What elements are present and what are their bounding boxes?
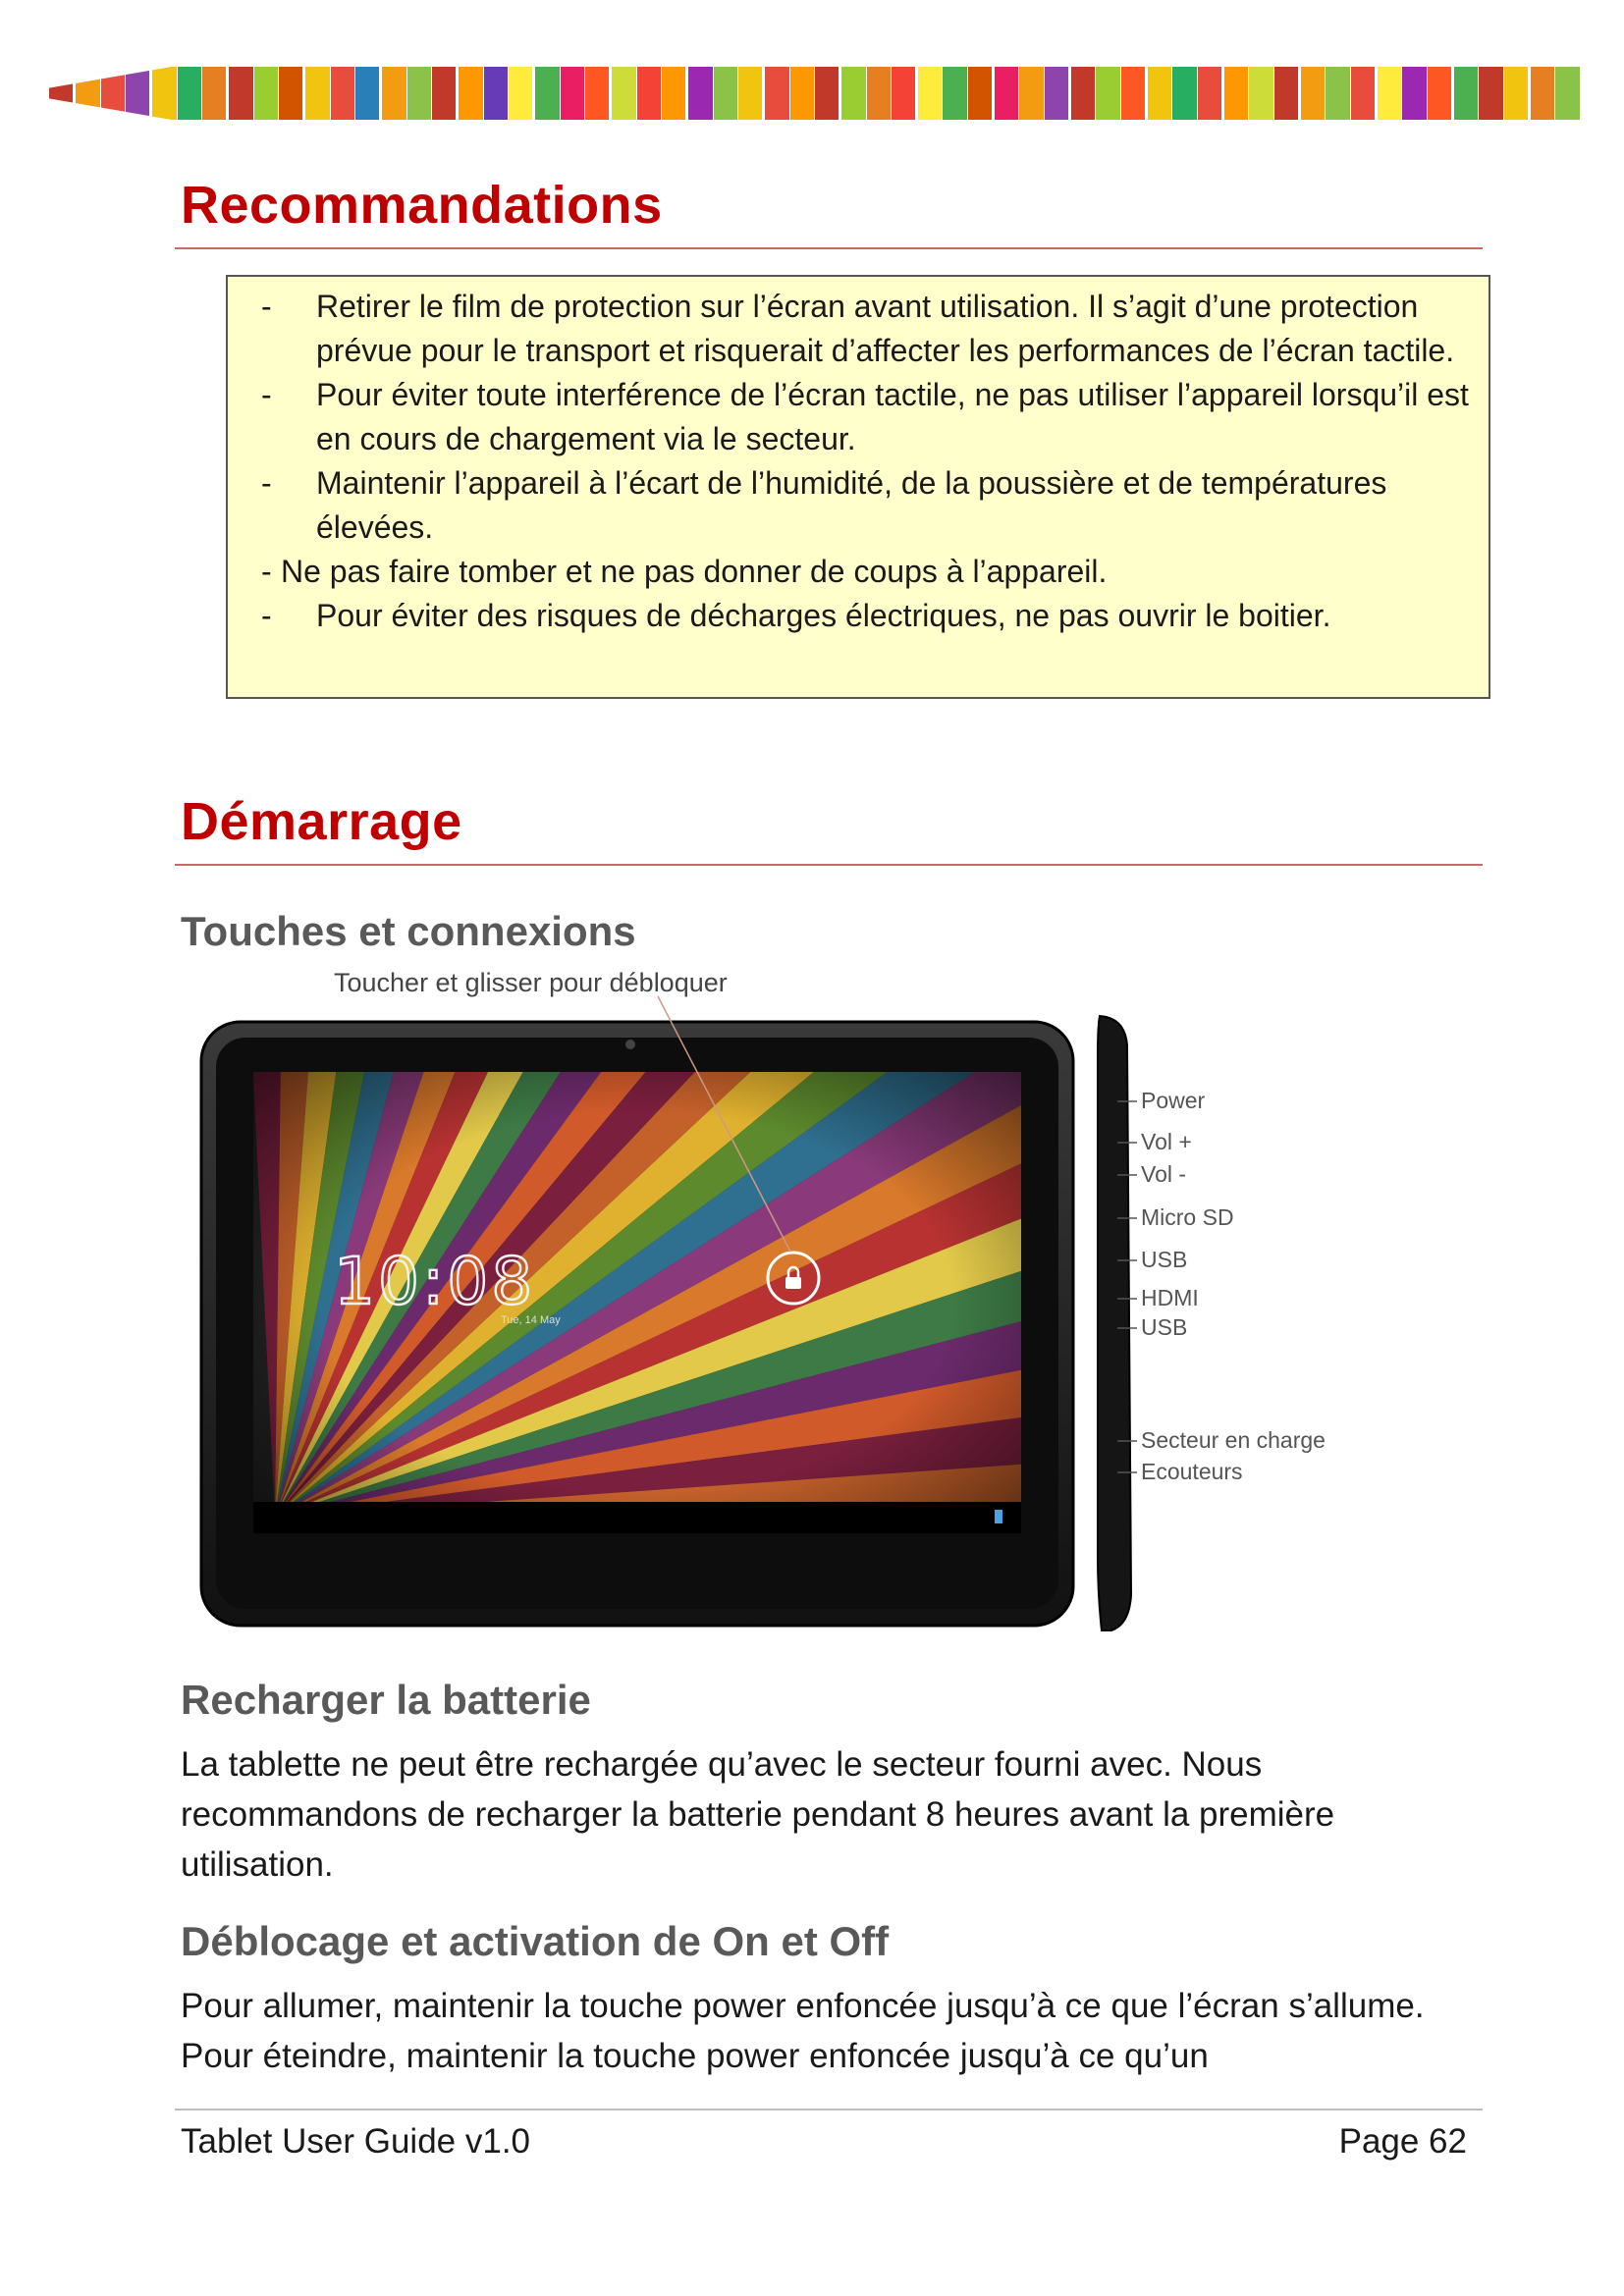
stripe-segment <box>484 67 508 120</box>
stripe-segment <box>1301 67 1325 120</box>
recommendation-item: - Ne pas faire tomber et ne pas donner de coups à l’appareil. <box>261 554 1108 589</box>
recommendations-title: Recommandations <box>181 176 663 235</box>
footer-guide-title: Tablet User Guide v1.0 <box>181 2122 531 2161</box>
stripe-segment <box>459 67 482 120</box>
footer-rule <box>175 2109 1483 2110</box>
stripe-segment <box>968 67 992 120</box>
stripe-segment <box>305 67 329 120</box>
stripe-segment <box>815 67 839 120</box>
stripe-segment <box>1096 67 1119 120</box>
stripe-segment <box>1121 67 1145 120</box>
side-port-label: USB <box>1141 1247 1188 1272</box>
stripe-segment <box>892 67 915 120</box>
recommendation-item: - Pour éviter toute interférence de l’écran tactile, ne pas utiliser l’appareil lorsqu’il est en cours de chargement via le secteur. <box>261 377 1469 456</box>
stripe-segment <box>918 67 942 120</box>
stripe-segment <box>1045 67 1068 120</box>
stripe-segment <box>229 67 252 120</box>
stripe-segment <box>152 67 176 120</box>
stripe-segment <box>790 67 814 120</box>
lock-icon <box>785 1277 801 1289</box>
tablet-illustration <box>196 967 1375 1634</box>
stripe-segment <box>1224 67 1248 120</box>
stripe-segment <box>585 67 609 120</box>
stripe-segment <box>1504 67 1528 120</box>
stripe-segment <box>841 67 865 120</box>
lockscreen-date: Tue, 14 May <box>501 1314 561 1326</box>
side-port-label: Vol - <box>1141 1161 1187 1187</box>
stripe-segment <box>1479 67 1502 120</box>
stripe-segment <box>382 67 406 120</box>
tablet-figure <box>196 967 1375 1634</box>
stripe-segment <box>1402 67 1426 120</box>
stripe-segment <box>1172 67 1196 120</box>
stripe-segment <box>331 67 354 120</box>
stripe-segment <box>1326 67 1349 120</box>
stripe-segment <box>637 67 661 120</box>
stripe-segment <box>1019 67 1043 120</box>
stripe-segment <box>688 67 712 120</box>
stripe-segment <box>355 67 379 120</box>
side-port-label: Power <box>1141 1088 1206 1113</box>
stripe-segment <box>612 67 635 120</box>
unlock-heading: Déblocage et activation de On et Off <box>181 1918 890 1964</box>
stripe-segment <box>1555 67 1579 120</box>
stripe-segment <box>76 67 99 120</box>
side-port-label: Micro SD <box>1141 1204 1234 1230</box>
battery-text: La tablette ne peut être rechargée qu’avec le secteur fourni avec. Nous recommandons de recharger la batterie pendant 8 heures avant la première utilisation. <box>181 1745 1335 1884</box>
startup-rule <box>175 864 1483 866</box>
footer-page-number: Page 62 <box>1338 2122 1467 2161</box>
stripe-segment <box>1274 67 1298 120</box>
stripe-segment <box>1071 67 1095 120</box>
stripe-segment <box>1378 67 1401 120</box>
stripe-segment <box>178 67 201 120</box>
recommendation-item: - Maintenir l’appareil à l’écart de l’humidité, de la poussière et de températures élevées. <box>261 465 1387 545</box>
side-port-label: HDMI <box>1141 1285 1199 1310</box>
unlock-caption: Toucher et glisser pour débloquer <box>334 968 728 997</box>
stripe-segment <box>49 67 73 120</box>
header-color-stripe <box>49 67 1581 120</box>
stripe-segment <box>535 67 559 120</box>
lockscreen-clock: 10:08 <box>334 1244 536 1319</box>
stripe-segment <box>1454 67 1478 120</box>
front-camera-icon <box>625 1040 635 1049</box>
recommendation-item: - Retirer le film de protection sur l’écran avant utilisation. Il s’agit d’une protection prévue pour le transport et risquerait d’affecter les performances de l’écran tactile. <box>261 289 1455 368</box>
stripe-segment <box>943 67 966 120</box>
stripe-segment <box>509 67 532 120</box>
stripe-segment <box>662 67 685 120</box>
stripe-segment <box>1428 67 1451 120</box>
stripe-segment <box>1531 67 1554 120</box>
stripe-segment <box>1198 67 1221 120</box>
stripe-segment <box>1351 67 1375 120</box>
side-port-label: Ecouteurs <box>1141 1459 1243 1484</box>
battery-heading: Recharger la batterie <box>181 1677 591 1723</box>
stripe-segment <box>202 67 226 120</box>
side-port-label: Vol + <box>1141 1129 1192 1154</box>
recommendations-box <box>226 275 1490 699</box>
stripe-segment <box>432 67 456 120</box>
side-port-label: USB <box>1141 1314 1188 1340</box>
stripe-segment <box>407 67 431 120</box>
recommendation-item: - Pour éviter des risques de décharges électriques, ne pas ouvrir le boitier. <box>261 598 1331 633</box>
recommendations-list <box>244 285 1469 638</box>
stripe-segment <box>714 67 737 120</box>
keys-connections-heading: Touches et connexions <box>181 908 636 954</box>
stripe-segment <box>765 67 788 120</box>
stripe-segment <box>279 67 302 120</box>
stripe-segment <box>995 67 1018 120</box>
unlock-text: Pour allumer, maintenir la touche power enfoncée jusqu’à ce que l’écran s’allume. Pour éteindre, maintenir la touche power enfoncée jusqu’à ce qu’un <box>181 1987 1425 2075</box>
stripe-segment <box>1249 67 1272 120</box>
stripe-segment <box>1148 67 1171 120</box>
status-icon <box>995 1510 1002 1523</box>
stripe-segment <box>101 67 125 120</box>
stripe-segment <box>561 67 584 120</box>
recommendations-rule <box>175 247 1483 249</box>
startup-title: Démarrage <box>181 792 462 851</box>
stripe-segment <box>738 67 762 120</box>
stripe-segment <box>126 67 149 120</box>
side-port-label: Secteur en charge <box>1141 1427 1326 1453</box>
stripe-segment <box>867 67 891 120</box>
stripe-segment <box>254 67 278 120</box>
tablet-side-view <box>1098 1016 1131 1630</box>
